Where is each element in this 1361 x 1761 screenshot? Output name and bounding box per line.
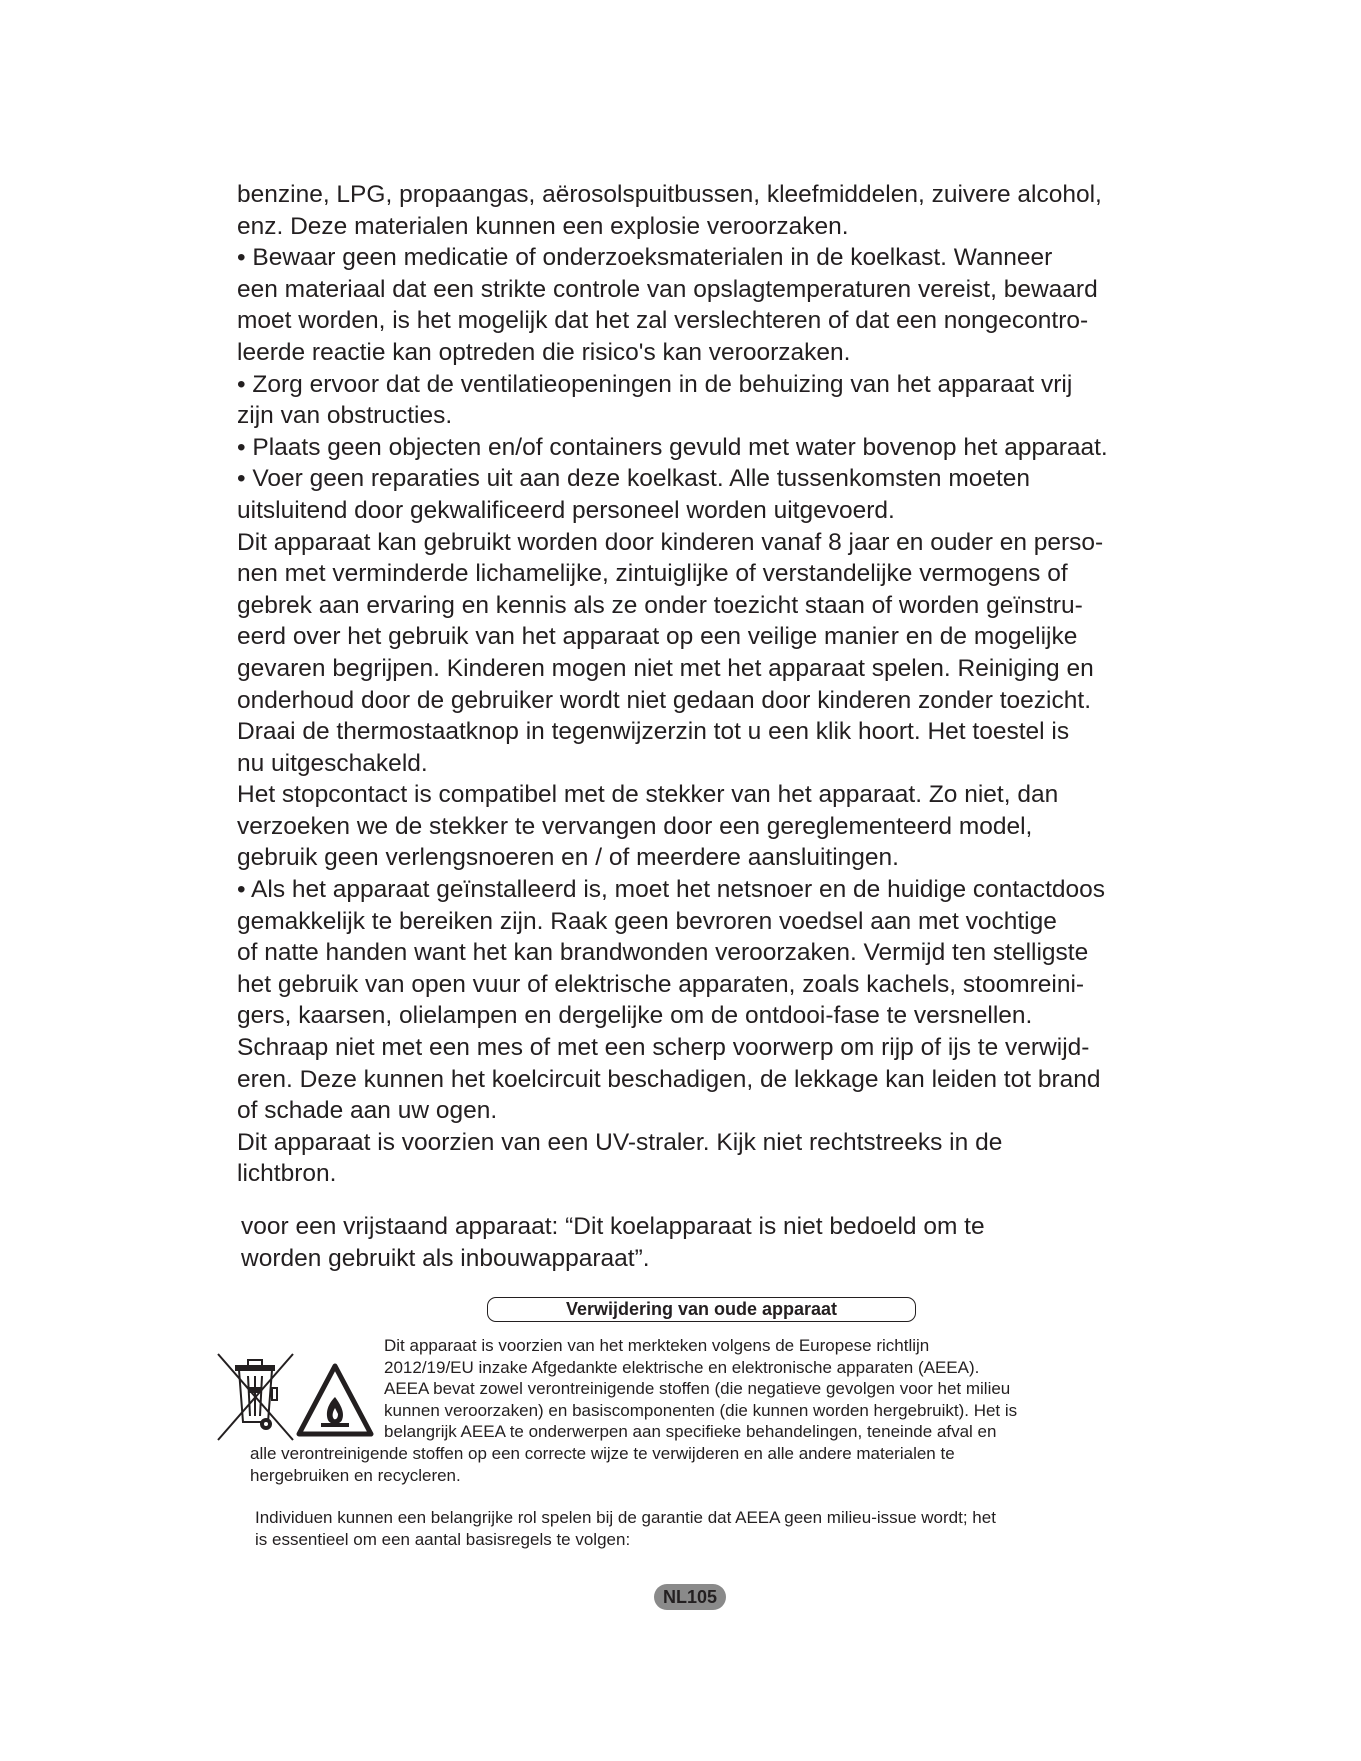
text-line: 2012/19/EU inzake Afgedankte elektrische en elektronische apparaten (AEEA). bbox=[384, 1357, 980, 1377]
text-line: is essentieel om een aantal basisregels te volgen: bbox=[255, 1529, 631, 1549]
freestanding-notice bbox=[241, 1211, 1101, 1274]
text-line: worden gebruikt als inbouwapparaat”. bbox=[241, 1244, 650, 1272]
text-line: enz. Deze materialen kunnen een explosie veroorzaken. bbox=[237, 212, 849, 240]
text-line: Dit apparaat is voorzien van het merkteken volgens de Europese richtlijn bbox=[384, 1336, 930, 1355]
text-line: kunnen veroorzaken) en basiscomponenten (die kunnen worden hergebruikt). Het is bbox=[384, 1400, 1018, 1420]
text-line: eerd over het gebruik van het apparaat op een veilige manier en de mogelijke bbox=[237, 623, 1078, 651]
text-line: • Zorg ervoor dat de ventilatieopeningen in de behuizing van het apparaat vrij bbox=[237, 370, 1073, 398]
text-line: verzoeken we de stekker te vervangen door een gereglementeerd model, bbox=[237, 812, 1033, 840]
text-line: gebruik geen verlengsnoeren en / of meerdere aansluitingen. bbox=[237, 844, 899, 872]
text-line: Dit apparaat is voorzien van een UV-straler. Kijk niet rechtstreeks in de bbox=[237, 1128, 1003, 1156]
text-line: moet worden, is het mogelijk dat het zal verslechteren of dat een nongecontro- bbox=[237, 307, 1089, 335]
text-line: gemakkelijk te bereiken zijn. Raak geen bevroren voedsel aan met vochtige bbox=[237, 907, 1057, 935]
text-line: of natte handen want het kan brandwonden veroorzaken. Vermijd ten stelligste bbox=[237, 939, 1089, 967]
main-text-block bbox=[237, 179, 1117, 1190]
text-line: leerde reactie kan optreden die risico's kan veroorzaken. bbox=[237, 338, 851, 366]
weee-icons bbox=[208, 1352, 378, 1442]
text-line: alle verontreinigende stoffen op een correcte wijze te verwijderen en alle andere materialen te bbox=[250, 1444, 955, 1463]
text-line: het gebruik van open vuur of elektrische apparaten, zoals kachels, stoomreini- bbox=[237, 970, 1085, 998]
text-line: zijn van obstructies. bbox=[237, 402, 453, 430]
text-line: • Plaats geen objecten en/of containers gevuld met water bovenop het apparaat. bbox=[237, 433, 1108, 461]
text-line: lichtbron. bbox=[237, 1160, 337, 1188]
text-line: Het stopcontact is compatibel met de stekker van het apparaat. Zo niet, dan bbox=[237, 781, 1059, 809]
text-line: Dit apparaat kan gebruikt worden door kinderen vanaf 8 jaar en ouder en perso- bbox=[237, 528, 1104, 556]
text-line: gebrek aan ervaring en kennis als ze onder toezicht staan of worden geïnstru- bbox=[237, 591, 1083, 619]
text-line: AEEA bevat zowel verontreinigende stoffen (die negatieve gevolgen voor het milieu bbox=[384, 1379, 1011, 1398]
text-line: nu uitgeschakeld. bbox=[237, 749, 428, 777]
flammable-warning-icon bbox=[299, 1366, 371, 1434]
text-line: • Voer geen reparaties uit aan deze koelkast. Alle tussenkomsten moeten bbox=[237, 465, 1031, 493]
text-line: eren. Deze kunnen het koelcircuit beschadigen, de lekkage kan leiden tot brand bbox=[237, 1065, 1101, 1093]
text-line: Schraap niet met een mes of met een scherp voorwerp om rijp of ijs te verwijd- bbox=[237, 1034, 1090, 1062]
weee-paragraph-continued bbox=[250, 1443, 1124, 1486]
text-line: een materiaal dat een strikte controle van opslagtemperaturen vereist, bewaard bbox=[237, 275, 1098, 303]
text-line: onderhoud door de gebruiker wordt niet gedaan door kinderen zonder toezicht. bbox=[237, 686, 1091, 714]
text-line: belangrijk AEEA te onderwerpen aan specifieke behandelingen, teneinde afval en bbox=[384, 1422, 997, 1441]
text-line: of schade aan uw ogen. bbox=[237, 1097, 498, 1125]
text-line: hergebruiken en recycleren. bbox=[250, 1465, 461, 1485]
text-line: • Als het apparaat geïnstalleerd is, moet het netsnoer en de huidige contactdoos bbox=[237, 876, 1106, 904]
weee-paragraph bbox=[384, 1335, 1124, 1443]
text-line: Individuen kunnen een belangrijke rol spelen bij de garantie dat AEEA geen milieu-issue wordt; het bbox=[255, 1508, 996, 1527]
text-line: nen met verminderde lichamelijke, zintuiglijke of verstandelijke vermogens of bbox=[237, 560, 1068, 588]
section-title: Verwijdering van oude apparaat bbox=[487, 1297, 916, 1322]
crossed-out-bin-icon bbox=[218, 1354, 293, 1440]
individuals-paragraph bbox=[255, 1507, 1124, 1550]
text-line: gevaren begrijpen. Kinderen mogen niet met het apparaat spelen. Reiniging en bbox=[237, 654, 1094, 682]
text-line: voor een vrijstaand apparaat: “Dit koelapparaat is niet bedoeld om te bbox=[241, 1213, 985, 1240]
text-line: uitsluitend door gekwalificeerd personeel worden uitgevoerd. bbox=[237, 496, 895, 524]
text-line: • Bewaar geen medicatie of onderzoeksmaterialen in de koelkast. Wanneer bbox=[237, 244, 1053, 272]
text-line: gers, kaarsen, olielampen en dergelijke om de ontdooi-fase te versnellen. bbox=[237, 1002, 1033, 1030]
text-line: benzine, LPG, propaangas, aërosolspuitbussen, kleefmiddelen, zuivere alcohol, bbox=[237, 181, 1102, 208]
page-number-badge: NL105 bbox=[654, 1584, 726, 1610]
text-line: Draai de thermostaatknop in tegenwijzerzin tot u een klik hoort. Het toestel is bbox=[237, 718, 1070, 746]
